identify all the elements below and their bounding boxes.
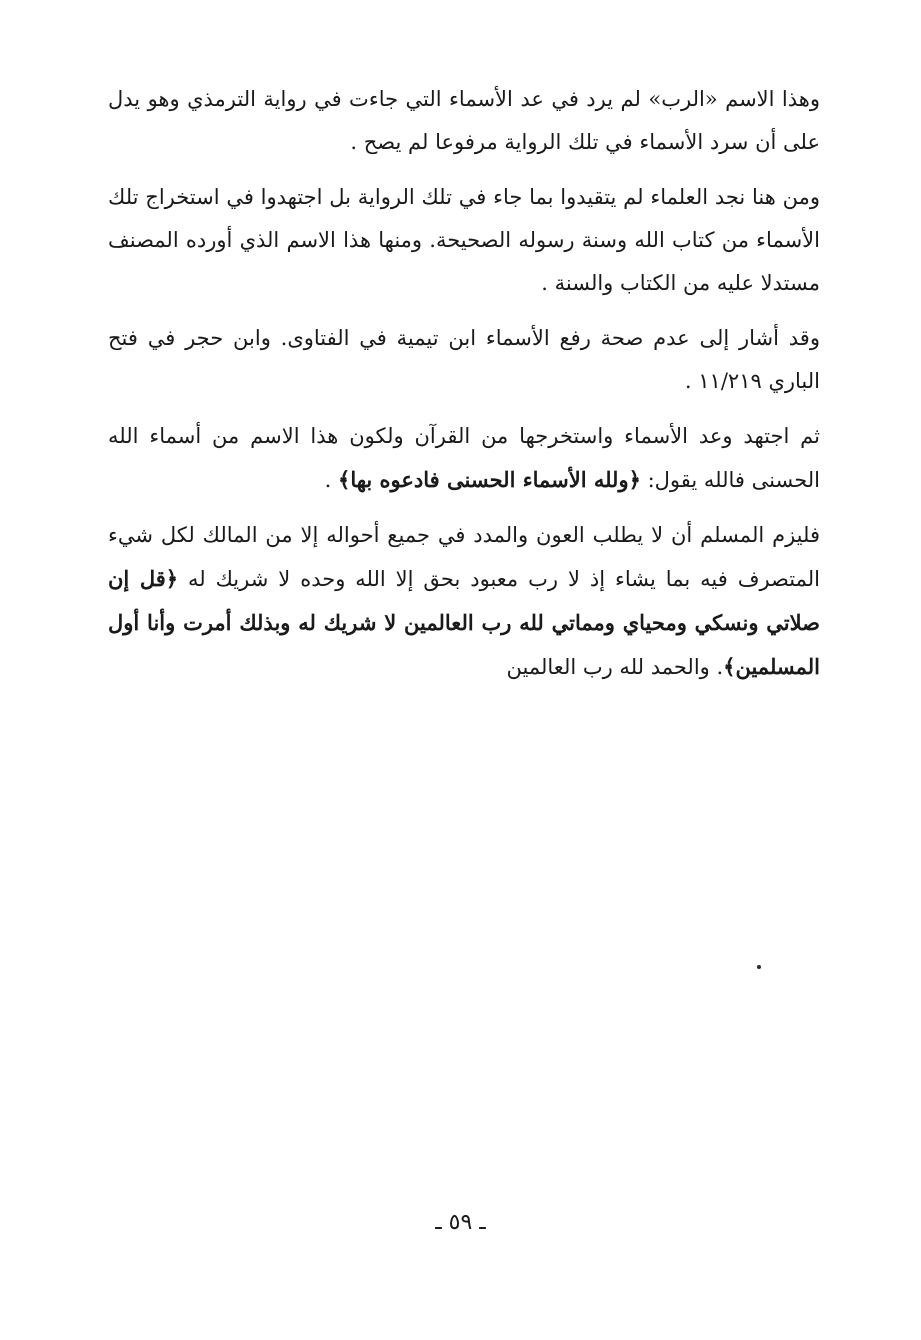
paragraph-3-text: وقد أشار إلى عدم صحة رفع الأسماء ابن تيمية في الفتاوى. وابن حجر في فتح الباري ١١/٢١٩ . bbox=[108, 326, 820, 393]
stray-dot-mark bbox=[757, 965, 761, 969]
quran-verse-1: ﴿ولله الأسماء الحسنى فادعوه بها﴾ bbox=[338, 467, 641, 492]
page-number: ـ ٥٩ ـ bbox=[435, 1210, 486, 1235]
paragraph-1 bbox=[108, 78, 820, 164]
paragraph-2 bbox=[108, 176, 820, 305]
paragraph-2-text: ومن هنا نجد العلماء لم يتقيدوا بما جاء في تلك الرواية بل اجتهدوا في استخراج تلك الأسماء من كتاب الله وسنة رسوله الصحيحة. ومنها هذا الاسم الذي أورده المصنف مستدلا عليه من الكتاب والسنة . bbox=[108, 185, 820, 295]
paragraph-5 bbox=[108, 514, 820, 689]
page-body bbox=[108, 78, 820, 689]
paragraph-5-text: فليزم المسلم أن لا يطلب العون والمدد في جميع أحواله إلا من المالك لكل شيء المتصرف فيه بما يشاء إذ لا رب معبود بحق إلا الله وحده لا شريك له bbox=[108, 523, 820, 591]
paragraph-4 bbox=[108, 415, 820, 502]
paragraph-4-end: . bbox=[324, 468, 339, 492]
paragraph-5-end: . والحمد لله رب العالمين bbox=[506, 655, 724, 679]
quran-verse-2: ﴿قل إن صلاتي ونسكي ومحياي ومماتي لله رب العالمين لا شريك له وبذلك أمرت وأنا أول المسلمين﴾ bbox=[108, 566, 820, 679]
paragraph-3 bbox=[108, 317, 820, 403]
paragraph-1-text: وهذا الاسم «الرب» لم يرد في عد الأسماء التي جاءت في رواية الترمذي وهو يدل على أن سرد الأسماء في تلك الرواية مرفوعا لم يصح . bbox=[108, 87, 820, 154]
paragraph-4-text: ثم اجتهد وعد الأسماء واستخرجها من القرآن ولكون هذا الاسم من أسماء الله الحسنى فالله يقول: bbox=[108, 424, 820, 492]
